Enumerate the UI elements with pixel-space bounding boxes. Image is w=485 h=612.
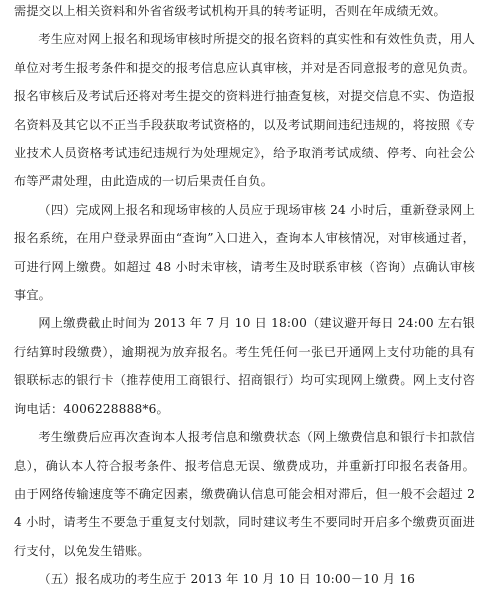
paragraph-payment-deadline: 网上缴费截止时间为 2013 年 7 月 10 日 18:00（建议避开每日 24:00 左右银行结算时段缴费），逾期视为放弃报名。考生凭任何一张已开通网上支付功能的具有银联标志的银行卡（推荐使用工商银行、招商银行）均可实现网上缴费。网上支付咨询电话：4006228888*6。 [14, 316, 475, 416]
paragraph-payment-confirmation: 考生缴费后应再次查询本人报考信息和缴费状态（网上缴费信息和银行卡扣款信息），确认本人符合报考条件、报考信息无误、缴费成功，并重新打印报名表备用。由于网络传输速度等不确定因素，缴费确认信息可能会相对滞后，但一般不会超过 24 小时，请考生不要急于重复支付划款，同时建议考生不要同时开启多个缴费页面进行支付，以免发生错账。 [14, 430, 475, 558]
paragraph-transfer-certificate: 需提交以上相关资料和外省省级考试机构开具的转考证明，否则在年成绩无效。 [14, 4, 446, 18]
paragraph-section-five-admission: （五）报名成功的考生应于 2013 年 10 月 10 日 10:00－10 月 16 [38, 572, 416, 587]
paragraph-section-four-review-query: （四）完成网上报名和现场审核的人员应于现场审核 24 小时后，重新登录网上报名系统，在用户登录界面由“查询”入口进入，查询本人审核情况，对审核通过者，可进行网上缴费。如超过 48 小时未审核，请考生及时联系审核（咨询）点确认审核事宜。 [14, 202, 475, 303]
paragraph-applicant-responsibility: 考生应对网上报名和现场审核时所提交的报名资料的真实性和有效性负责，用人单位对考生报考条件和提交的报考信息应认真审核，并对是否同意报考的意见负责。报名审核后及考试后还将对考生提交的资料进行抽查复核，对提交信息不实、伪造报名资料及其它以不正当手段获取考试资格的，以及考试期间违纪违规的，将按照《专业技术人员资格考试违纪违规行为处理规定》，给予取消考试成绩、停考、向社会公布等严肃处理，由此造成的一切后果责任自负。 [14, 32, 475, 189]
